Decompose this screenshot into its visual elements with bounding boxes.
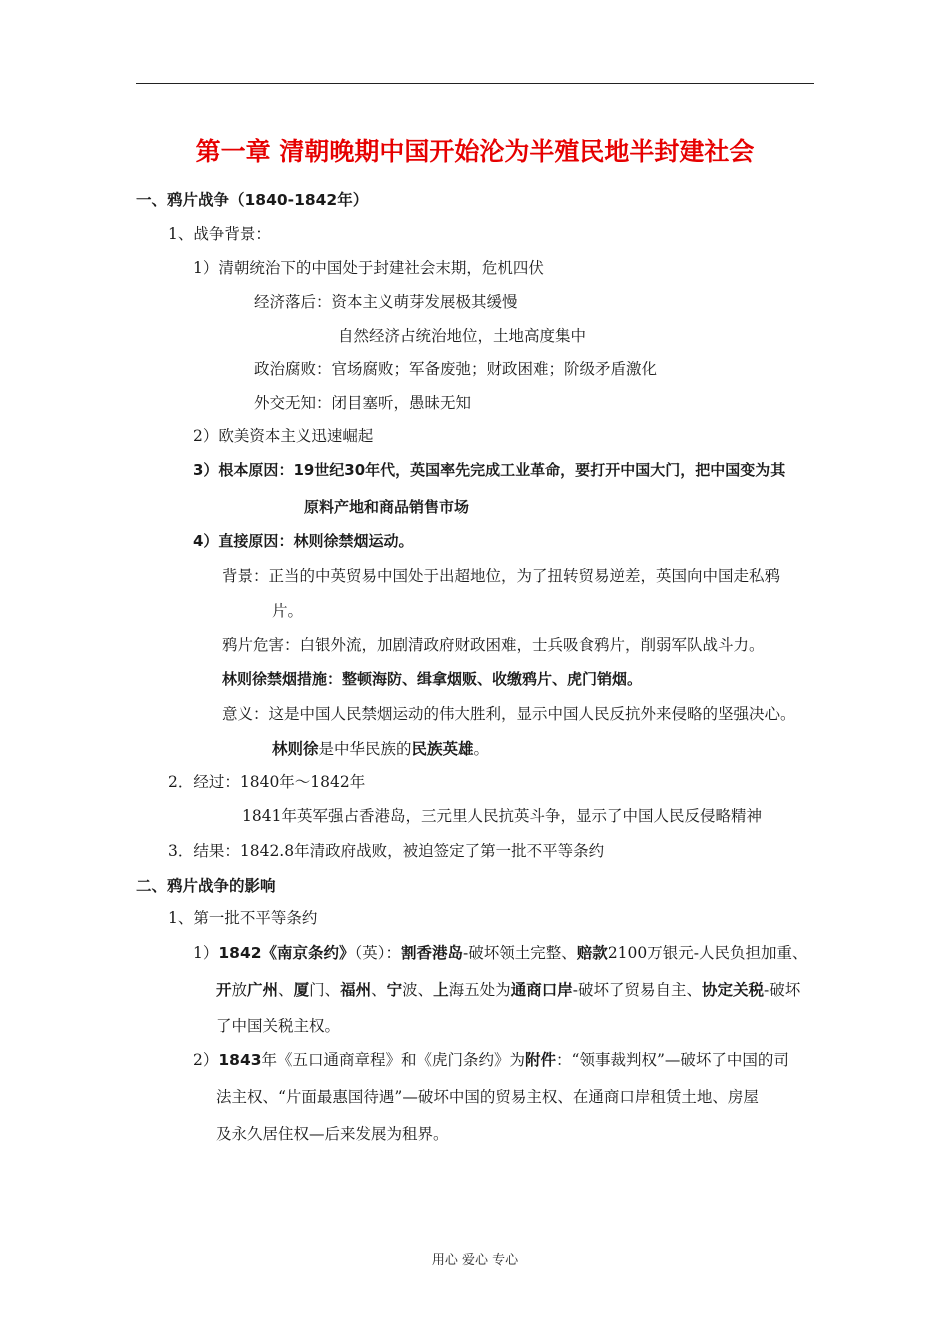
war-result-line: 3．结果：1842.8年清政府战败，被迫签定了第一批不平等条约 <box>168 842 605 860</box>
trade-damage-text: -破坏了贸易自主、 <box>572 981 702 999</box>
section-2-heading: 二、鸦片战争的影响 <box>136 877 276 895</box>
economy-line-1: 经济落后：资本主义萌芽发展极其缓慢 <box>254 293 518 311</box>
text-fragment: 放 <box>231 981 248 999</box>
fuzhou-term: 福州 <box>340 981 372 999</box>
war-background-label: 1、战争背景： <box>168 225 271 243</box>
open-term: 开 <box>216 981 232 999</box>
politics-line: 政治腐败：官场腐败；军备废弛；财政困难；阶级矛盾激化 <box>254 360 658 378</box>
ningbo-term: 宁 <box>386 981 403 999</box>
text-fragment: -破坏 <box>763 981 801 999</box>
nanjing-treaty-line-1 <box>193 943 808 963</box>
text-fragment: 门、 <box>309 981 341 999</box>
xiamen-term: 厦 <box>293 981 310 999</box>
guangzhou-term: 广州 <box>247 981 279 999</box>
national-hero-line <box>272 739 489 759</box>
hero-text-connector: 是中华民族的 <box>318 740 412 758</box>
smuggling-background-line-2: 片。 <box>272 602 304 620</box>
cede-hongkong-term: 割香港岛 <box>401 944 464 962</box>
root-cause-line-2: 原料产地和商品销售市场 <box>304 498 470 516</box>
economy-line-2: 自然经济占统治地位，土地高度集中 <box>338 327 587 345</box>
unequal-treaties-label: 1、第一批不平等条约 <box>168 909 318 927</box>
shanghai-term: 上 <box>433 981 449 999</box>
hero-text-end: 。 <box>473 740 490 758</box>
page-footer: 用心 爱心 专心 <box>431 1253 519 1268</box>
smuggling-background-line-1: 背景：正当的中英贸易中国处于出超地位，为了扭转贸易逆差，英国向中国走私鸦 <box>222 567 781 585</box>
supplementary-treaties-line-2: 法主权、“片面最惠国待遇”—破坏中国的贸易主权、在通商口岸租赁土地、房屋 <box>216 1088 759 1106</box>
treaty-ports-term: 通商口岸 <box>510 981 573 999</box>
opium-harm-line: 鸦片危害：白银外流，加剧清政府财政困难，士兵吸食鸦片，削弱军队战斗力。 <box>222 636 765 654</box>
background-point-2: 2）欧美资本主义迅速崛起 <box>193 427 374 445</box>
nanjing-treaty-line-3: 了中国关税主权。 <box>216 1017 341 1035</box>
chapter-title: 第一章 清朝晚期中国开始沦为半殖民地半封建社会 <box>195 137 755 166</box>
text-fragment: 波、 <box>402 981 434 999</box>
agreed-tariff-term: 协定关税 <box>701 981 764 999</box>
section-1-heading: 一、鸦片战争（1840-1842年） <box>136 191 369 209</box>
indemnity-term: 赔款 <box>576 944 608 962</box>
text-fragment: 、 <box>371 981 387 999</box>
treaty-country: （英）： <box>354 944 402 962</box>
nanjing-treaty-line-2 <box>216 980 800 1000</box>
item-number: 1） <box>193 944 219 962</box>
text-fragment: 、 <box>278 981 294 999</box>
lin-zexu-name: 林则徐 <box>272 740 319 758</box>
supplementary-treaties-line-1 <box>193 1050 789 1070</box>
supplementary-treaties-line-3: 及永久居住权—后来发展为租界。 <box>216 1125 449 1143</box>
background-point-1: 1）清朝统治下的中国处于封建社会末期，危机四伏 <box>193 259 544 277</box>
territory-damage-text: -破坏领土完整、 <box>463 944 577 962</box>
item-number: 2） <box>193 1051 219 1069</box>
treaties-names-text: 年《五口通商章程》和《虎门条约》为 <box>261 1051 526 1069</box>
header-rule <box>136 83 814 84</box>
ban-measures-line: 林则徐禁烟措施：整顿海防、缉拿烟贩、收缴鸦片、虎门销烟。 <box>222 670 643 688</box>
consular-jurisdiction-text: ：“领事裁判权”—破坏了中国的司 <box>556 1051 789 1069</box>
war-course-line: 2．经过：1840年～1842年 <box>168 773 366 791</box>
year-1843: 1843 <box>218 1051 262 1069</box>
national-hero-term: 民族英雄 <box>411 740 474 758</box>
text-fragment: 海五处为 <box>448 981 511 999</box>
nanjing-treaty-name: 1842《南京条约》 <box>218 944 355 962</box>
diplomacy-line: 外交无知：闭目塞听，愚昧无知 <box>254 394 472 412</box>
appendix-term: 附件 <box>525 1051 557 1069</box>
root-cause-line-1: 3）根本原因：19世纪30年代，英国率先完成工业革命，要打开中国大门，把中国变为其 <box>193 461 786 479</box>
significance-line: 意义：这是中国人民禁烟运动的伟大胜利，显示中国人民反抗外来侵略的坚强决心。 <box>222 705 796 723</box>
indemnity-detail-text: 2100万银元-人民负担加重、 <box>607 944 808 962</box>
war-course-detail-line: 1841年英军强占香港岛，三元里人民抗英斗争，显示了中国人民反侵略精神 <box>242 807 762 825</box>
direct-cause-line: 4）直接原因：林则徐禁烟运动。 <box>193 532 414 550</box>
